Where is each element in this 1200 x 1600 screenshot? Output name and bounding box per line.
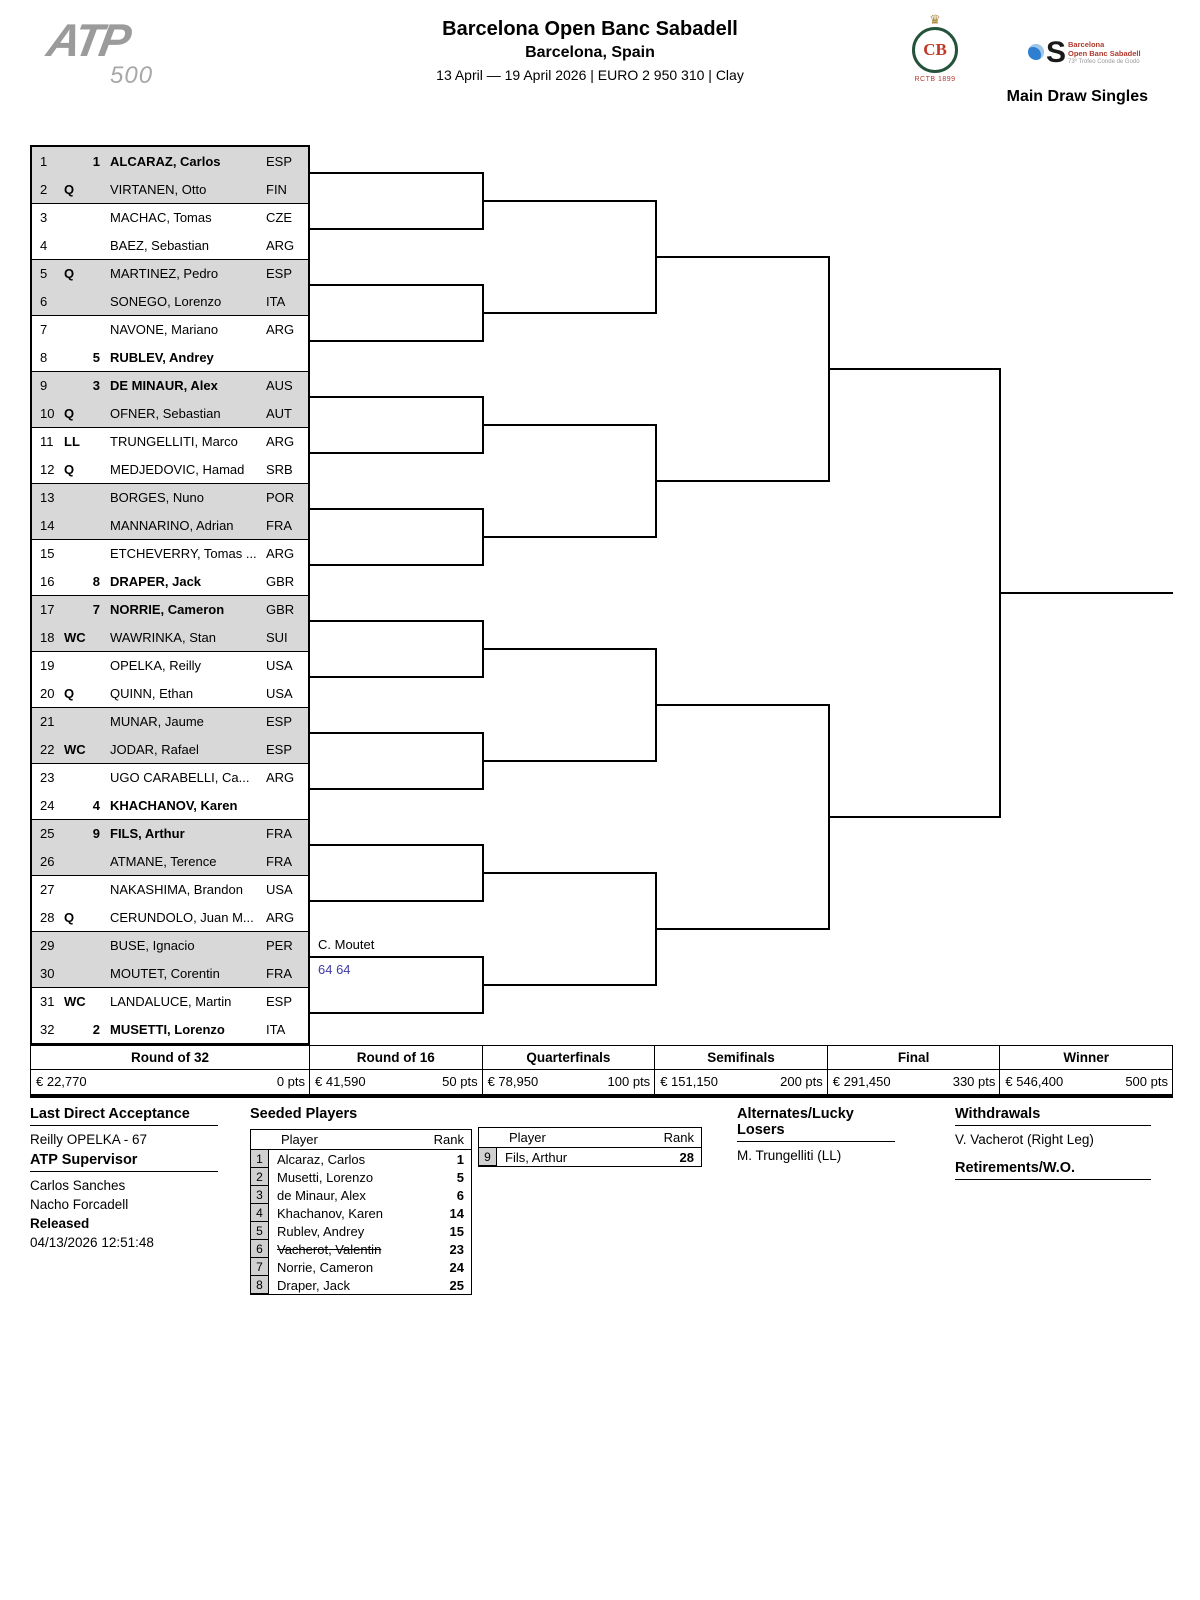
atp-supervisor-heading: ATP Supervisor xyxy=(30,1152,218,1172)
seeded-player-row xyxy=(479,1148,701,1166)
draw-row xyxy=(32,931,308,959)
seeded-player-rank: 25 xyxy=(449,1277,464,1293)
round-label: Semifinals xyxy=(655,1046,827,1070)
seeded-player-name: Fils, Arthur xyxy=(505,1149,568,1165)
draw-position: 12 xyxy=(40,461,55,477)
player-name: MUSETTI, Lorenzo xyxy=(110,1021,225,1037)
entry-type: Q xyxy=(64,181,75,197)
prize-money: € 78,950 xyxy=(487,1074,539,1089)
player-name: MANNARINO, Adrian xyxy=(110,517,234,533)
round-label: Round of 16 xyxy=(310,1046,482,1070)
draw-row xyxy=(32,147,308,175)
draw-position: 32 xyxy=(40,1021,55,1037)
player-name: NAVONE, Mariano xyxy=(110,322,219,337)
supervisor-name: Carlos Sanches xyxy=(30,1178,126,1193)
draw-row xyxy=(32,231,308,259)
seeded-player-name: Alcaraz, Carlos xyxy=(277,1151,366,1167)
draw-row xyxy=(32,371,308,399)
draw-row xyxy=(32,203,308,231)
draw-position: 28 xyxy=(40,909,55,925)
seeded-player-rank: 14 xyxy=(449,1205,464,1221)
draw-row xyxy=(32,539,308,567)
prize-column xyxy=(309,1046,482,1094)
prize-money: € 41,590 xyxy=(315,1074,366,1089)
draw-position: 13 xyxy=(40,490,55,505)
player-country: FRA xyxy=(266,853,292,869)
seeded-player-row xyxy=(251,1258,471,1276)
atp-logo-tier: 500 xyxy=(110,62,154,89)
player-name: NAKASHIMA, Brandon xyxy=(110,882,243,897)
bracket-hline xyxy=(310,340,483,342)
draw-row xyxy=(32,875,308,903)
entry-type: Q xyxy=(64,909,75,925)
tournament-title: Barcelona Open Banc Sabadell xyxy=(442,18,738,40)
draw-row xyxy=(32,175,308,203)
draw-row xyxy=(32,959,308,987)
draw-row xyxy=(32,259,308,287)
withdrawals-block xyxy=(955,1106,1151,1180)
bracket-hline xyxy=(483,648,656,650)
seeded-player-row xyxy=(251,1168,471,1186)
seed-cell: 5 xyxy=(251,1222,269,1240)
bracket-hline xyxy=(310,396,483,398)
player-country: ARG xyxy=(266,770,295,785)
round-points: 200 pts xyxy=(780,1074,823,1089)
round-points: 0 pts xyxy=(276,1074,305,1089)
draw-row xyxy=(32,343,308,371)
seed-cell: 7 xyxy=(251,1258,269,1276)
draw-position: 5 xyxy=(40,266,48,281)
prize-value-row xyxy=(828,1070,1000,1094)
bracket-hline xyxy=(483,424,656,426)
rctb-crest-icon xyxy=(912,27,958,73)
seed-cell: 1 xyxy=(251,1150,269,1168)
seed-number: 7 xyxy=(92,602,100,617)
tournament-admin-block xyxy=(30,1106,218,1251)
prize-value-row xyxy=(655,1070,827,1094)
prize-column xyxy=(31,1046,309,1094)
prize-money: € 546,400 xyxy=(1005,1074,1064,1089)
withdrawal-entry: V. Vacherot (Right Leg) xyxy=(955,1132,1094,1147)
seed-cell: 9 xyxy=(479,1148,497,1166)
seeded-table-header xyxy=(479,1128,701,1148)
draw-row xyxy=(32,455,308,483)
round-label: Winner xyxy=(1000,1046,1172,1070)
released-heading: Released xyxy=(30,1216,90,1231)
seeded-player-rank: 5 xyxy=(456,1169,464,1185)
draw-position: 15 xyxy=(40,546,55,561)
player-country: AUS xyxy=(266,378,293,393)
seeded-table-header xyxy=(251,1130,471,1150)
prize-value-row xyxy=(1000,1070,1172,1094)
bracket-hline xyxy=(310,452,483,454)
last-direct-acceptance-value: Reilly OPELKA - 67 xyxy=(30,1132,148,1147)
draw-row xyxy=(32,987,308,1015)
player-name: QUINN, Ethan xyxy=(110,685,194,701)
released-timestamp: 04/13/2026 12:51:48 xyxy=(30,1235,154,1250)
bracket-hline xyxy=(656,928,829,930)
prize-money: € 151,150 xyxy=(660,1074,719,1089)
seeded-player-name: Draper, Jack xyxy=(277,1277,350,1293)
round-label: Round of 32 xyxy=(31,1046,309,1070)
player-country: ESP xyxy=(266,266,293,281)
seeded-player-rank: 24 xyxy=(449,1259,464,1275)
round-points: 330 pts xyxy=(952,1074,996,1089)
draw-position: 18 xyxy=(40,629,55,645)
player-country: GBR xyxy=(266,573,295,589)
draw-row xyxy=(32,679,308,707)
tournament-title-block xyxy=(300,16,880,86)
draw-type-label: Main Draw Singles xyxy=(1006,88,1148,105)
player-country: ARG xyxy=(266,322,295,337)
round-points: 50 pts xyxy=(442,1074,478,1089)
round-points: 100 pts xyxy=(607,1074,651,1089)
seed-number: 8 xyxy=(92,573,100,589)
supervisor-name: Nacho Forcadell xyxy=(30,1197,129,1212)
seeded-player-row xyxy=(251,1204,471,1222)
seeded-players-table-1 xyxy=(250,1129,472,1295)
player-name: MUNAR, Jaume xyxy=(110,714,204,729)
prize-money: € 22,770 xyxy=(36,1074,87,1089)
player-name: TRUNGELLITI, Marco xyxy=(110,434,238,449)
seed-cell: 2 xyxy=(251,1168,269,1186)
draw-row xyxy=(32,1015,308,1043)
draw-row xyxy=(32,847,308,875)
player-name: UGO CARABELLI, Ca... xyxy=(110,770,250,785)
player-name: MARTINEZ, Pedro xyxy=(110,266,219,281)
crown-icon: ♛ xyxy=(929,12,941,27)
prize-points-table xyxy=(30,1045,1173,1098)
prize-money: € 291,450 xyxy=(832,1074,891,1089)
bracket-hline xyxy=(656,704,829,706)
bracket-hline xyxy=(310,1012,483,1014)
bracket-hline xyxy=(483,760,656,762)
bracket-hline xyxy=(483,984,656,986)
bracket-hline xyxy=(310,844,483,846)
entry-type: Q xyxy=(64,461,75,477)
seed-cell: 4 xyxy=(251,1204,269,1222)
player-name: KHACHANOV, Karen xyxy=(110,797,238,813)
player-country: FRA xyxy=(266,965,292,981)
draw-position: 31 xyxy=(40,994,55,1009)
sabadell-s-letter: S xyxy=(1046,36,1067,69)
player-country: AUT xyxy=(266,405,292,421)
seeded-player-name: Rublev, Andrey xyxy=(277,1223,365,1239)
atp-logo-word: ATP xyxy=(43,14,133,66)
draw-position: 6 xyxy=(40,293,48,309)
tournament-location: Barcelona, Spain xyxy=(525,44,655,61)
bracket-hline xyxy=(310,228,483,230)
draw-position: 8 xyxy=(40,349,48,365)
prize-column xyxy=(999,1046,1172,1094)
player-name: OFNER, Sebastian xyxy=(110,405,221,421)
draw-position: 16 xyxy=(40,573,55,589)
draw-row xyxy=(32,763,308,791)
draw-position: 30 xyxy=(40,965,55,981)
player-name: MEDJEDOVIC, Hamad xyxy=(110,461,245,477)
draw-row xyxy=(32,399,308,427)
bracket-hline xyxy=(656,480,829,482)
player-country: ARG xyxy=(266,546,295,561)
seeded-player-row xyxy=(251,1150,471,1168)
seeded-player-rank: 28 xyxy=(679,1149,694,1165)
seeded-player-row xyxy=(251,1240,471,1258)
alternate-entry: M. Trungelliti (LL) xyxy=(737,1148,842,1163)
player-name: BORGES, Nuno xyxy=(110,490,204,505)
main-draw-table xyxy=(30,145,310,1045)
draw-position: 1 xyxy=(40,153,48,169)
tennis-ball-icon xyxy=(1028,44,1044,60)
prize-value-row xyxy=(31,1070,309,1094)
draw-position: 7 xyxy=(40,322,48,337)
alternates-heading: Alternates/Lucky Losers xyxy=(737,1106,895,1142)
player-country: FRA xyxy=(266,826,292,841)
seeded-player-rank: 6 xyxy=(456,1187,464,1203)
bracket-hline xyxy=(310,676,483,678)
bracket-hline xyxy=(483,536,656,538)
player-name: ATMANE, Terence xyxy=(110,853,217,869)
seeded-players-table-2 xyxy=(478,1127,702,1167)
seeded-player-row xyxy=(251,1186,471,1204)
player-country: ESP xyxy=(266,153,293,169)
seed-cell: 8 xyxy=(251,1276,269,1294)
rank-column-header: Rank xyxy=(663,1130,694,1145)
bracket-hline xyxy=(310,620,483,622)
seeded-player-row xyxy=(251,1222,471,1240)
bracket-hline xyxy=(310,732,483,734)
match-score: 64 64 xyxy=(318,962,351,977)
player-country: ESP xyxy=(266,994,293,1009)
seed-number: 5 xyxy=(92,349,100,365)
draw-row xyxy=(32,623,308,651)
seeded-player-row xyxy=(251,1276,471,1294)
prize-column xyxy=(654,1046,827,1094)
seeded-player-name: Norrie, Cameron xyxy=(277,1259,374,1275)
draw-position: 29 xyxy=(40,938,55,953)
entry-type: WC xyxy=(64,741,86,757)
draw-position: 26 xyxy=(40,853,55,869)
player-name: MACHAC, Tomas xyxy=(110,210,212,225)
bracket-hline xyxy=(1000,592,1173,594)
entry-type: LL xyxy=(64,434,80,449)
player-country: SUI xyxy=(266,629,288,645)
draw-row xyxy=(32,427,308,455)
seeded-player-name: Vacherot, Valentin xyxy=(277,1241,382,1257)
seeded-player-name: Musetti, Lorenzo xyxy=(277,1169,374,1185)
player-country: ITA xyxy=(266,1021,286,1037)
seeded-players-block xyxy=(250,1106,472,1295)
seed-number: 2 xyxy=(92,1021,100,1037)
entry-type: Q xyxy=(64,266,75,281)
bracket-hline xyxy=(310,900,483,902)
draw-position: 10 xyxy=(40,405,55,421)
seed-number: 9 xyxy=(92,826,100,841)
draw-position: 19 xyxy=(40,658,55,673)
last-direct-acceptance-heading: Last Direct Acceptance xyxy=(30,1106,218,1126)
draw-position: 4 xyxy=(40,237,48,253)
prize-column xyxy=(482,1046,655,1094)
draw-row xyxy=(32,595,308,623)
player-name: ETCHEVERRY, Tomas ... xyxy=(110,546,257,561)
bracket-hline xyxy=(483,312,656,314)
withdrawals-heading: Withdrawals xyxy=(955,1106,1151,1126)
draw-row xyxy=(32,903,308,931)
round-label: Quarterfinals xyxy=(483,1046,655,1070)
seeded-player-rank: 15 xyxy=(449,1223,464,1239)
seeded-player-name: de Minaur, Alex xyxy=(277,1187,366,1203)
player-country: ITA xyxy=(266,293,286,309)
player-name: ALCARAZ, Carlos xyxy=(110,153,221,169)
prize-value-row xyxy=(483,1070,655,1094)
bracket-hline xyxy=(829,368,1000,370)
draw-position: 20 xyxy=(40,685,55,701)
bracket-hline xyxy=(310,956,483,958)
entry-type: Q xyxy=(64,405,75,421)
draw-position: 3 xyxy=(40,210,48,225)
seed-number: 3 xyxy=(92,378,100,393)
player-column-header: Player xyxy=(281,1132,318,1147)
draw-position: 21 xyxy=(40,714,55,729)
player-country: ARG xyxy=(266,434,295,449)
player-name: DE MINAUR, Alex xyxy=(110,378,218,393)
seeded-players-heading: Seeded Players xyxy=(250,1106,358,1122)
rank-column-header: Rank xyxy=(433,1132,464,1147)
player-country: FIN xyxy=(266,181,287,197)
player-name: MOUTET, Corentin xyxy=(110,965,220,981)
draw-position: 22 xyxy=(40,741,55,757)
draw-row xyxy=(32,651,308,679)
bracket-hline xyxy=(310,788,483,790)
player-name: CERUNDOLO, Juan M... xyxy=(110,909,254,925)
player-country: GBR xyxy=(266,602,295,617)
entry-type: Q xyxy=(64,685,75,701)
draw-position: 25 xyxy=(40,826,55,841)
prize-value-row xyxy=(310,1070,482,1094)
player-country: ESP xyxy=(266,741,293,757)
draw-position: 9 xyxy=(40,378,48,393)
player-country: POR xyxy=(266,490,295,505)
prize-column xyxy=(827,1046,1000,1094)
player-name: WAWRINKA, Stan xyxy=(110,629,216,645)
player-name: DRAPER, Jack xyxy=(110,573,202,589)
retirements-heading: Retirements/W.O. xyxy=(955,1160,1151,1180)
draw-row xyxy=(32,483,308,511)
tournament-info-line: 13 April — 19 April 2026 | EURO 2 950 310 | Clay xyxy=(436,67,744,83)
player-country: ARG xyxy=(266,237,295,253)
draw-row xyxy=(32,287,308,315)
seed-cell: 3 xyxy=(251,1186,269,1204)
bracket-hline xyxy=(310,172,483,174)
draw-position: 2 xyxy=(40,181,48,197)
player-country: USA xyxy=(266,658,293,673)
player-country: PER xyxy=(266,938,293,953)
bracket-hline xyxy=(483,872,656,874)
sabadell-sponsor-logo xyxy=(1028,38,1158,68)
draw-row xyxy=(32,819,308,847)
player-name: SONEGO, Lorenzo xyxy=(110,293,222,309)
draw-position: 17 xyxy=(40,602,55,617)
match-winner-name: C. Moutet xyxy=(318,937,375,952)
bracket-hline xyxy=(656,256,829,258)
player-column-header: Player xyxy=(509,1130,546,1145)
player-country: SRB xyxy=(266,461,293,477)
round-label: Final xyxy=(828,1046,1000,1070)
rctb-caption: RCTB 1899 xyxy=(914,76,956,83)
bracket-hline xyxy=(483,200,656,202)
draw-position: 27 xyxy=(40,882,55,897)
round-points: 500 pts xyxy=(1125,1074,1168,1089)
entry-type: WC xyxy=(64,629,86,645)
alternates-block xyxy=(737,1106,895,1164)
draw-position: 14 xyxy=(40,517,55,533)
bracket-hline xyxy=(310,508,483,510)
player-name: RUBLEV, Andrey xyxy=(110,349,214,365)
draw-row xyxy=(32,735,308,763)
seed-number: 4 xyxy=(92,797,100,813)
player-name: BUSE, Ignacio xyxy=(110,938,195,953)
entry-type: WC xyxy=(64,994,86,1009)
draw-position: 24 xyxy=(40,797,55,813)
player-name: BAEZ, Sebastian xyxy=(110,237,209,253)
seeded-player-rank: 1 xyxy=(456,1151,464,1167)
player-country: FRA xyxy=(266,517,292,533)
player-country: ARG xyxy=(266,909,295,925)
player-name: JODAR, Rafael xyxy=(110,741,199,757)
player-country: ESP xyxy=(266,714,293,729)
rctb-club-logo xyxy=(903,14,967,83)
player-country: CZE xyxy=(266,210,292,225)
player-name: FILS, Arthur xyxy=(110,826,185,841)
draw-row xyxy=(32,511,308,539)
player-name: VIRTANEN, Otto xyxy=(110,181,207,197)
sabadell-logo-text: Barcelona Open Banc Sabadell 73º Trofeo Conde de Godó xyxy=(1068,40,1141,65)
player-name: OPELKA, Reilly xyxy=(110,658,202,673)
seeded-player-name: Khachanov, Karen xyxy=(277,1205,383,1221)
draw-row xyxy=(32,791,308,819)
atp-500-logo xyxy=(43,14,198,89)
draw-row xyxy=(32,315,308,343)
player-name: NORRIE, Cameron xyxy=(110,602,225,617)
seed-cell: 6 xyxy=(251,1240,269,1258)
bracket-hline xyxy=(310,564,483,566)
draw-position: 23 xyxy=(40,770,55,785)
draw-position: 11 xyxy=(40,434,54,449)
seed-number: 1 xyxy=(92,153,100,169)
draw-row xyxy=(32,707,308,735)
bracket-hline xyxy=(310,284,483,286)
seeded-player-rank: 23 xyxy=(449,1241,464,1257)
player-country: USA xyxy=(266,882,293,897)
bracket-hline xyxy=(829,816,1000,818)
rctb-monogram: CB xyxy=(923,40,947,59)
player-country: USA xyxy=(266,685,293,701)
player-name: LANDALUCE, Martin xyxy=(110,994,232,1009)
draw-row xyxy=(32,567,308,595)
